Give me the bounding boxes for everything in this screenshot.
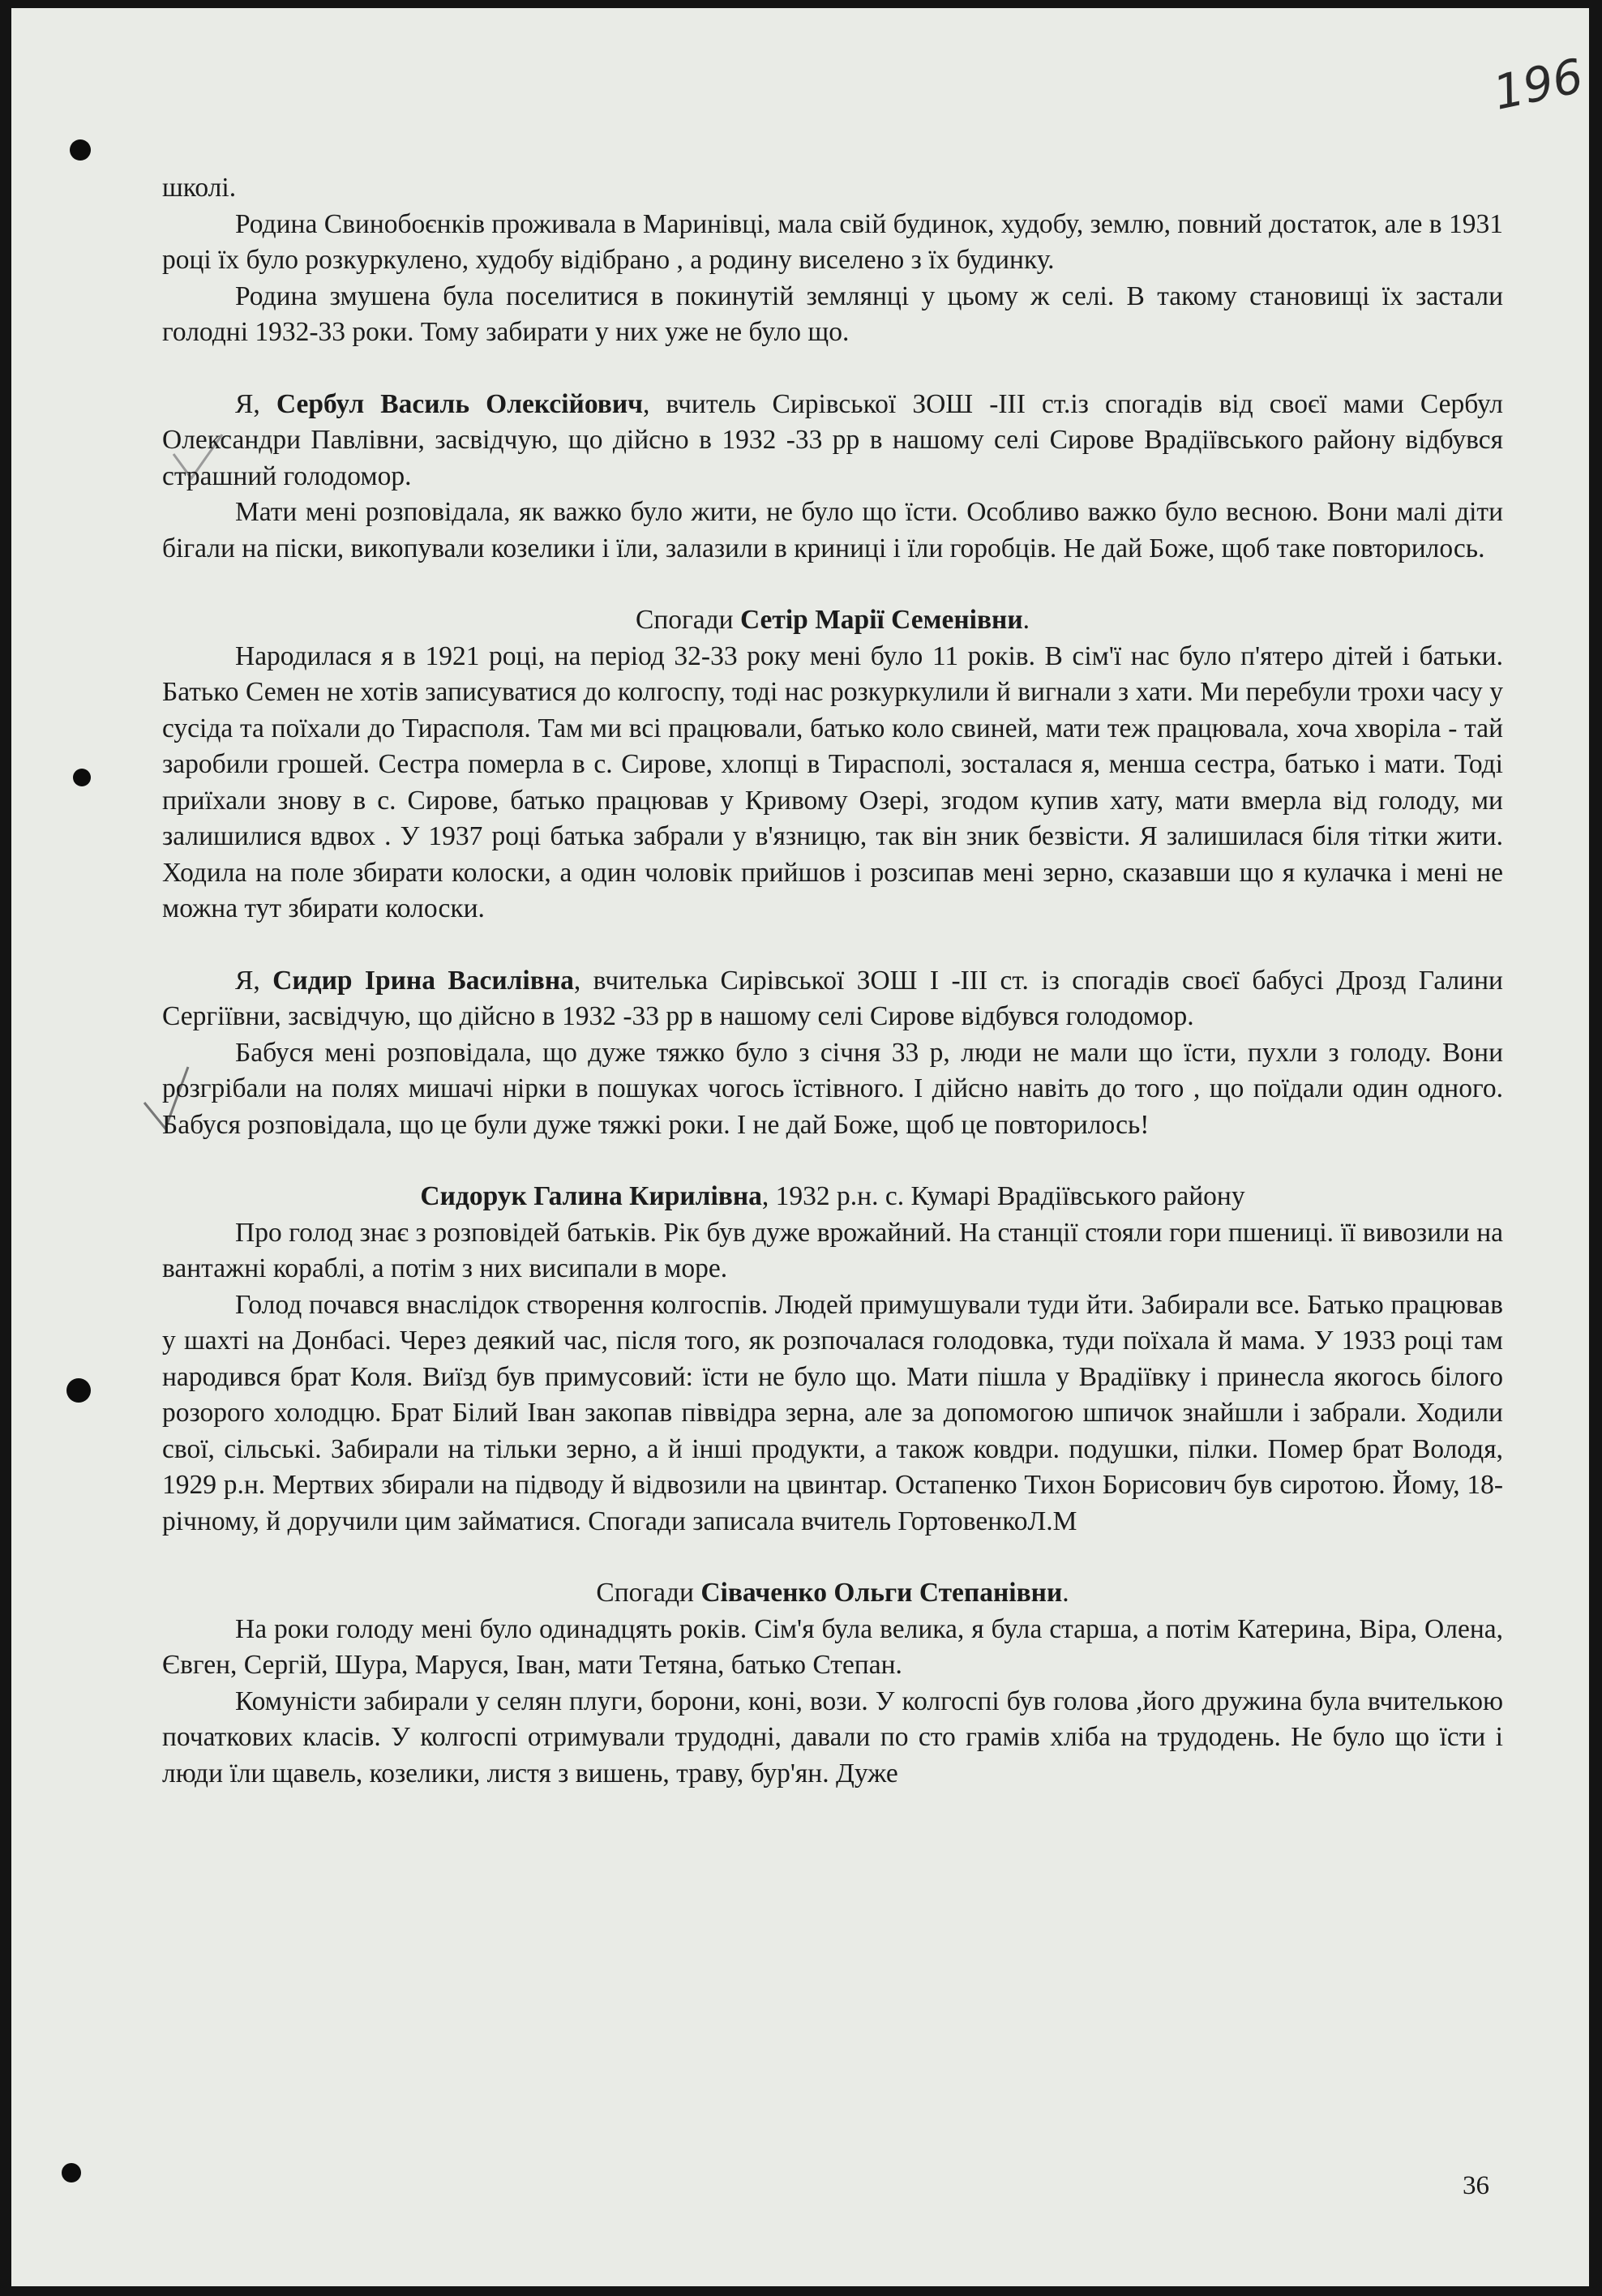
punch-hole-1 — [70, 139, 91, 161]
punch-hole-4 — [62, 2163, 81, 2182]
witness-name: Сербул Василь Олексійович — [276, 388, 644, 419]
section-heading: Сидорук Галина Кирилівна, 1932 р.н. с. Кумарі Врадіївського району — [420, 1181, 1245, 1211]
handwritten-folio-number: 196 — [1488, 48, 1588, 121]
document-body — [162, 170, 1503, 1792]
paragraph: Народилася я в 1921 році, на період 32-33 року мені було 11 років. В сім'ї нас було п'ятеро дітей і батьки. Батько Семен не хотів записуватися до колгоспу, тоді нас розкуркулили й вигнали з хати. Ми перебули трохи часу у сусіда та поїхали до Тирасполя. Там ми всі працювали, батько коло свиней, мати теж працювала, хоча хворіла - тай заробили грошей. Сестра померла в с. Сирове, хлопці в Тирасполі, зосталася я, менша сестра, батько і мати. Тоді приїхали знову в с. Сирове, батько працював у Кривому Озері, згодом купив хату, мати вмерла від голоду, ми залишилися вдвох . У 1937 році батька забрали у в'язницю, так він зник безвісти. Я залишилася біля тітки жити. Ходила на поле збирати колоски, а один чоловік прийшов і розсипав мені зерно, сказавши що я кулачка і мені не можна тут збирати колоски. — [162, 640, 1503, 923]
section-heading: Спогади Сетір Марії Семенівни. — [635, 605, 1030, 635]
paragraph: Про голод знає з розповідей батьків. Рік був дуже врожайний. На станції стояли гори пшениці. її вивозили на вантажні кораблі, а потім з них висипали в море. — [162, 1217, 1503, 1283]
testimony-paragraph: Я, Сидир Ірина Василівна, вчителька Сирівської ЗОШ І -ІІІ ст. із спогадів своєї бабусі Дрозд Галини Сергіївни, засвідчую, що дійсно в 1932 -33 рр в нашому селі Сирове відбувся голодомор. — [162, 965, 1503, 1031]
page-number: 36 — [1463, 2171, 1489, 2200]
paragraph: Родина Свинобоєнків проживала в Маринівці, мала свій будинок, худобу, землю, повний достаток, але в 1931 році їх було розкуркулено, худобу відібрано , а родину виселено з їх будинку. — [162, 208, 1503, 275]
punch-hole-3 — [66, 1378, 91, 1403]
paragraph: Бабуся мені розповідала, що дуже тяжко було з січня 33 р, люди не мали що їсти, пухли з голоду. Вони розгрібали на полях мишачі нірки в пошуках чогось їстівного. І дійсно навіть до того , що поїдали один одного. Бабуся розповідала, що це були дуже тяжкі роки. І не дай Боже, щоб це повторилось! — [162, 1037, 1503, 1140]
paragraph: Комуністи забирали у селян плуги, борони, коні, вози. У колгоспі був голова ,його дружина була вчителькою початкових класів. У колгоспі отримували трудодні, давали по сто грамів хліба на трудодень. Не було що їсти і люди їли щавель, козелики, листя з вишень, траву, бур'ян. Дуже — [162, 1686, 1503, 1788]
document-page — [11, 8, 1589, 2286]
witness-name: Сидир Ірина Василівна — [272, 965, 574, 996]
paragraph: Родина змушена була поселитися в покинутій землянці у цьому ж селі. В такому становищі їх застали голодні 1932-33 роки. Тому забирати у них уже не було що. — [162, 281, 1503, 347]
paragraph: Голод почався внаслідок створення колгоспів. Людей примушували туди йти. Забирали все. Батько працював у шахті на Донбасі. Через деякий час, після того, як розпочалася голодовка, туди поїхала й мама. У 1933 році там народився брат Коля. Виїзд був примусовий: їсти не було що. Мати пішла у Врадіївку і принесла якогось білого розорого холодцю. Брат Білий Іван закопав піввідра зерна, але за допомогою шпичок знайшли і забрали. Ходили свої, сільські. Забирали на тільки зерно, а й інші продукти, а також ковдри. подушки, пілки. Помер брат Володя, 1929 р.н. Мертвих збирали на підводу й відвозили на цвинтар. Остапенко Тихон Борисович був сиротою. Йому, 18-річному, й доручили цим займатися. Спогади записала вчитель ГортовенкоЛ.М — [162, 1289, 1503, 1536]
paragraph: Мати мені розповідала, як важко було жити, не було що їсти. Особливо важко було весною. Вони малі діти бігали на піски, викопували козелики і їли, залазили в криниці і їли горобців. Не дай Боже, щоб таке повторилось. — [162, 497, 1503, 563]
paragraph: На роки голоду мені було одинадцять років. Сім'я була велика, я була старша, а потім Катерина, Віра, Олена, Євген, Сергій, Шура, Маруся, Іван, мати Тетяна, батько Степан. — [162, 1613, 1503, 1680]
paragraph: школі. — [162, 173, 237, 203]
testimony-paragraph: Я, Сербул Василь Олексійович, вчитель Сирівської ЗОШ -ІІІ ст.із спогадів від своєї мами Сербул Олександри Павлівни, засвідчую, що дійсно в 1932 -33 рр в нашому селі Сирове Врадіївського району відбувся страшний голодомор. — [162, 388, 1503, 491]
section-heading: Спогади Сіваченко Ольги Степанівни. — [596, 1578, 1069, 1608]
punch-hole-2 — [73, 769, 91, 786]
